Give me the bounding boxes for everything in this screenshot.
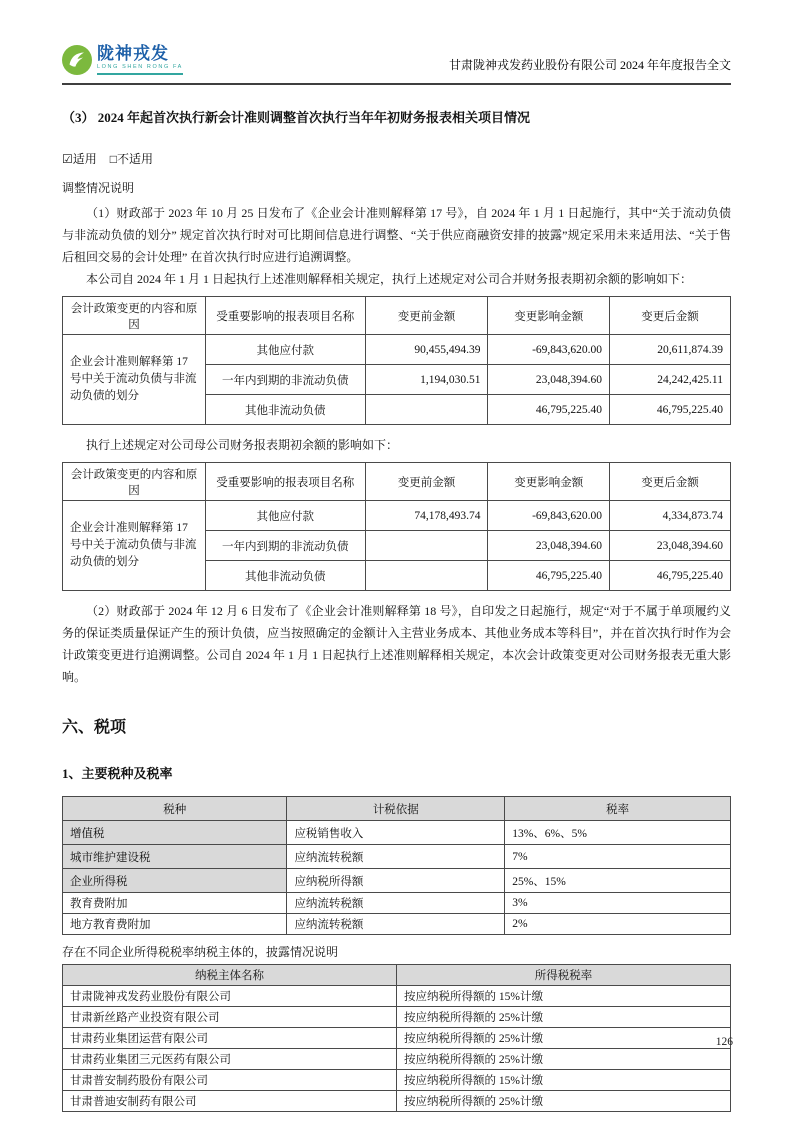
col-header-tax-basis: 计税依据 xyxy=(287,797,505,821)
cell-entity: 甘肃药业集团三元医药有限公司 xyxy=(63,1049,397,1070)
paragraph-interpretation-18: （2）财政部于 2024 年 12 月 6 日发布了《企业会计准则解释第 18 号》，自印发之日起施行，规定“对于不属于单项履约义务的保证类质量保证产生的预计负债，应当按照确定的金额计入主营业务成本、其他业务成本等科目”，并在首次执行时作为会计政策变更进行追溯调整。公司自 2024 年 1 月 1 日起执行上述准则解释相关规定，本次会计政策变更对公司财务报表无重大影响。 xyxy=(62,604,731,684)
cell-tax-type: 地方教育费附加 xyxy=(63,914,287,935)
table-row xyxy=(63,869,731,893)
col-header-impact: 变更影响金额 xyxy=(488,297,610,335)
cell-impact: -69,843,620.00 xyxy=(488,501,610,531)
cell-item: 其他应付款 xyxy=(205,501,365,531)
cell-rate: 按应纳税所得额的 25%计缴 xyxy=(397,1091,731,1112)
cell-tax-basis: 应纳税所得额 xyxy=(287,869,505,893)
taxpayer-entities-table xyxy=(62,964,731,1112)
cell-item: 其他非流动负债 xyxy=(205,395,365,425)
table-header-row xyxy=(63,297,731,335)
cell-rate: 按应纳税所得额的 25%计缴 xyxy=(397,1007,731,1028)
cell-tax-basis: 应税销售收入 xyxy=(287,821,505,845)
cell-tax-basis: 应纳流转税额 xyxy=(287,914,505,935)
cell-rate: 按应纳税所得额的 25%计缴 xyxy=(397,1049,731,1070)
cell-after: 23,048,394.60 xyxy=(610,531,731,561)
cell-after: 20,611,874.39 xyxy=(610,335,731,365)
table-row xyxy=(63,1007,731,1028)
cell-tax-rate: 7% xyxy=(505,845,731,869)
table-row xyxy=(63,845,731,869)
col-header-item-name: 受重要影响的报表项目名称 xyxy=(205,463,365,501)
cell-before xyxy=(365,395,488,425)
cell-entity: 甘肃普安制药股份有限公司 xyxy=(63,1070,397,1091)
col-header-policy-change: 会计政策变更的内容和原因 xyxy=(63,297,206,335)
policy-group-cell: 企业会计准则解释第 17 号中关于流动负债与非流动负债的划分 xyxy=(63,335,206,425)
col-header-impact: 变更影响金额 xyxy=(488,463,610,501)
cell-tax-type: 企业所得税 xyxy=(63,869,287,893)
paragraph-interpretation-17: （1）财政部于 2023 年 10 月 25 日发布了《企业会计准则解释第 17 号》，自 2024 年 1 月 1 日起施行，其中“关于流动负债与非流动负债的划分” 规定首次执行时对可比期间信息进行调整、“关于供应商融资安排的披露”规定采用未来适用法、“关于售后租回交易的会计处理” 在首次执行时应进行追溯调整。 xyxy=(62,206,731,264)
disclosure-note: 存在不同企业所得税税率纳税主体的，披露情况说明 xyxy=(62,945,339,959)
col-header-before: 变更前金额 xyxy=(365,297,488,335)
section-heading-tax: 六、税项 xyxy=(62,719,127,736)
cell-after: 46,795,225.40 xyxy=(610,395,731,425)
cell-tax-basis: 应纳流转税额 xyxy=(287,845,505,869)
table-header-row xyxy=(63,797,731,821)
logo-company-name-pinyin: LONG SHEN RONG FA xyxy=(97,65,183,75)
col-header-policy-change: 会计政策变更的内容和原因 xyxy=(63,463,206,501)
cell-entity: 甘肃药业集团运营有限公司 xyxy=(63,1028,397,1049)
tax-rates-table xyxy=(62,796,731,935)
col-header-before: 变更前金额 xyxy=(365,463,488,501)
cell-rate: 按应纳税所得额的 15%计缴 xyxy=(397,1070,731,1091)
cell-tax-type: 教育费附加 xyxy=(63,893,287,914)
section-heading-adjustment: （3） 2024 年起首次执行新会计准则调整首次执行当年年初财务报表相关项目情况 xyxy=(62,110,531,125)
parent-impact-intro: 执行上述规定对公司母公司财务报表期初余额的影响如下： xyxy=(86,438,399,452)
consolidated-impact-intro: 本公司自 2024 年 1 月 1 日起执行上述准则解释相关规定，执行上述规定对公司合并财务报表期初余额的影响如下： xyxy=(86,272,693,286)
cell-tax-type: 增值税 xyxy=(63,821,287,845)
table-row xyxy=(63,1028,731,1049)
adjustment-note-label: 调整情况说明 xyxy=(62,181,135,195)
page-header xyxy=(62,45,731,75)
col-header-income-tax-rate: 所得税税率 xyxy=(397,965,731,986)
table-row xyxy=(63,893,731,914)
cell-impact: -69,843,620.00 xyxy=(488,335,610,365)
cell-rate: 按应纳税所得额的 15%计缴 xyxy=(397,986,731,1007)
table-row xyxy=(63,1049,731,1070)
table-row xyxy=(63,501,731,531)
cell-entity: 甘肃普迪安制药有限公司 xyxy=(63,1091,397,1112)
checkbox-not-applicable: □不适用 xyxy=(109,152,154,166)
page-number: 126 xyxy=(715,1036,733,1048)
col-header-after: 变更后金额 xyxy=(610,297,731,335)
cell-impact: 23,048,394.60 xyxy=(488,531,610,561)
cell-tax-rate: 13%、6%、5% xyxy=(505,821,731,845)
cell-item: 其他非流动负债 xyxy=(205,561,365,591)
col-header-tax-rate: 税率 xyxy=(505,797,731,821)
table-row xyxy=(63,986,731,1007)
cell-before xyxy=(365,531,488,561)
cell-before: 74,178,493.74 xyxy=(365,501,488,531)
cell-before xyxy=(365,561,488,591)
cell-impact: 46,795,225.40 xyxy=(488,561,610,591)
cell-tax-basis: 应纳流转税额 xyxy=(287,893,505,914)
cell-item: 其他应付款 xyxy=(205,335,365,365)
table-header-row xyxy=(63,965,731,986)
logo-text xyxy=(97,45,183,75)
document-title: 甘肃陇神戎发药业股份有限公司 2024 年年度报告全文 xyxy=(448,58,731,72)
consolidated-impact-table xyxy=(62,296,731,425)
logo-icon xyxy=(62,45,92,75)
table-header-row xyxy=(63,463,731,501)
applicability-line xyxy=(62,150,731,167)
table-row xyxy=(63,914,731,935)
table-row xyxy=(63,335,731,365)
cell-after: 46,795,225.40 xyxy=(610,561,731,591)
parent-impact-table xyxy=(62,462,731,591)
table-row xyxy=(63,821,731,845)
cell-rate: 按应纳税所得额的 25%计缴 xyxy=(397,1028,731,1049)
policy-group-cell: 企业会计准则解释第 17 号中关于流动负债与非流动负债的划分 xyxy=(63,501,206,591)
cell-entity: 甘肃陇神戎发药业股份有限公司 xyxy=(63,986,397,1007)
cell-impact: 46,795,225.40 xyxy=(488,395,610,425)
cell-item: 一年内到期的非流动负债 xyxy=(205,365,365,395)
cell-tax-rate: 3% xyxy=(505,893,731,914)
header-divider xyxy=(62,83,731,85)
cell-item: 一年内到期的非流动负债 xyxy=(205,531,365,561)
table-row xyxy=(63,1091,731,1112)
cell-after: 24,242,425.11 xyxy=(610,365,731,395)
cell-tax-rate: 25%、15% xyxy=(505,869,731,893)
col-header-tax-type: 税种 xyxy=(63,797,287,821)
col-header-item-name: 受重要影响的报表项目名称 xyxy=(205,297,365,335)
col-header-entity-name: 纳税主体名称 xyxy=(63,965,397,986)
logo-company-name: 陇神戎发 xyxy=(97,44,169,64)
cell-before: 90,455,494.39 xyxy=(365,335,488,365)
col-header-after: 变更后金额 xyxy=(610,463,731,501)
company-logo xyxy=(62,45,183,75)
subsection-heading-tax-rates: 1、主要税种及税率 xyxy=(62,766,173,781)
cell-before: 1,194,030.51 xyxy=(365,365,488,395)
table-row xyxy=(63,1070,731,1091)
cell-impact: 23,048,394.60 xyxy=(488,365,610,395)
cell-tax-type: 城市维护建设税 xyxy=(63,845,287,869)
cell-after: 4,334,873.74 xyxy=(610,501,731,531)
cell-tax-rate: 2% xyxy=(505,914,731,935)
cell-entity: 甘肃新丝路产业投资有限公司 xyxy=(63,1007,397,1028)
checkbox-applicable-checked: ☑适用 xyxy=(62,152,97,166)
